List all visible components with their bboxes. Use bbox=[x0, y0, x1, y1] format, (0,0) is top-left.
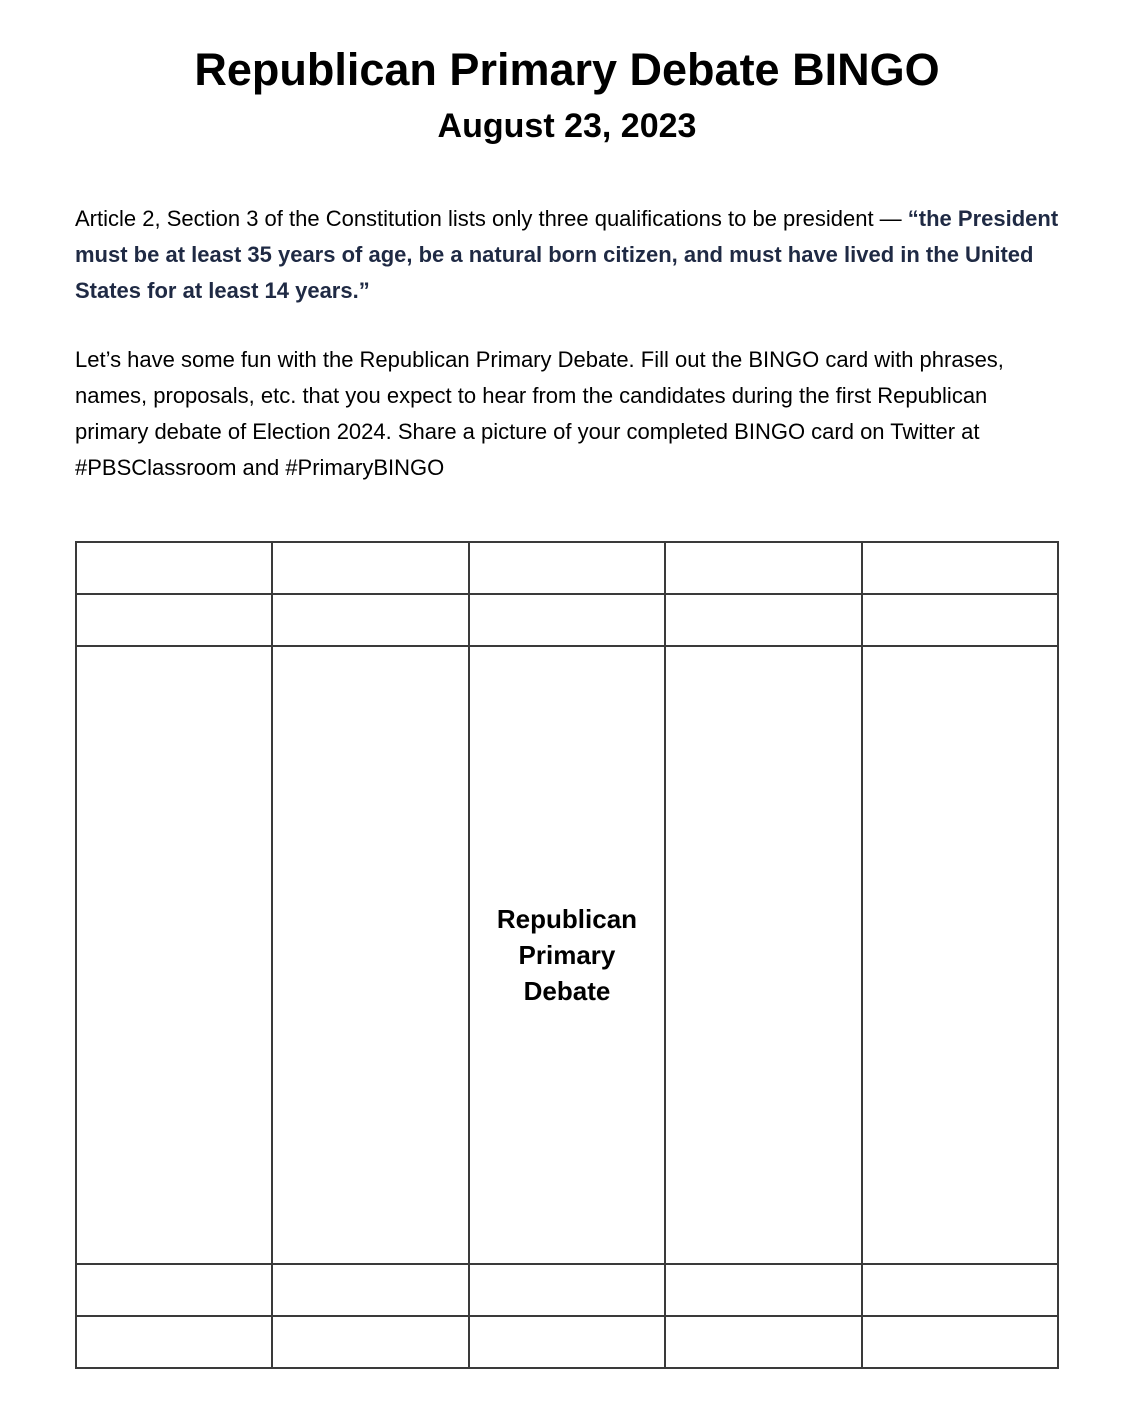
bingo-cell bbox=[469, 1264, 665, 1316]
bingo-cell bbox=[76, 1316, 272, 1368]
bingo-card bbox=[75, 541, 1059, 1369]
bingo-cell bbox=[665, 542, 861, 594]
bingo-row bbox=[76, 1316, 1058, 1368]
bingo-cell bbox=[272, 542, 468, 594]
constitution-quote-text: “the President must be at least 35 years of age, be a natural born citizen, and must have lived in the United States for at least 14 years.” bbox=[75, 205, 1059, 303]
constitution-paragraph bbox=[75, 201, 1059, 309]
bingo-cell bbox=[469, 542, 665, 594]
bingo-free-space-cell bbox=[469, 646, 665, 1264]
bingo-cell bbox=[862, 594, 1058, 646]
bingo-cell bbox=[862, 646, 1058, 1264]
bingo-cell bbox=[272, 646, 468, 1264]
bingo-cell bbox=[76, 1264, 272, 1316]
bingo-cell bbox=[665, 1264, 861, 1316]
instructions-paragraph: Let’s have some fun with the Republican Primary Debate. Fill out the BINGO card with phrases, names, proposals, etc. that you expect to hear from the candidates during the first Republican primary debate of Election 2024. Share a picture of your completed BINGO card on Twitter at #PBSClassroom and #PrimaryBINGO bbox=[75, 346, 1004, 481]
bingo-cell bbox=[76, 542, 272, 594]
bingo-row bbox=[76, 646, 1058, 1264]
bingo-cell bbox=[76, 594, 272, 646]
bingo-row bbox=[76, 594, 1058, 646]
page-subtitle-date: August 23, 2023 bbox=[437, 106, 697, 145]
bingo-cell bbox=[272, 1316, 468, 1368]
bingo-cell bbox=[665, 594, 861, 646]
bingo-cell bbox=[665, 1316, 861, 1368]
free-space-line: Primary bbox=[518, 939, 616, 970]
bingo-cell bbox=[272, 594, 468, 646]
constitution-intro-text: Article 2, Section 3 of the Constitution lists only three qualifications to be president — bbox=[75, 205, 908, 231]
bingo-cell bbox=[76, 646, 272, 1264]
bingo-cell bbox=[862, 1264, 1058, 1316]
bingo-cell bbox=[469, 1316, 665, 1368]
bingo-cell bbox=[862, 1316, 1058, 1368]
free-space-line: Debate bbox=[523, 976, 611, 1007]
free-space-line: Republican bbox=[496, 903, 638, 934]
bingo-row bbox=[76, 1264, 1058, 1316]
bingo-cell bbox=[469, 594, 665, 646]
bingo-cell bbox=[862, 542, 1058, 594]
page-title: Republican Primary Debate BINGO bbox=[194, 44, 940, 95]
bingo-cell bbox=[272, 1264, 468, 1316]
bingo-cell bbox=[665, 646, 861, 1264]
bingo-row bbox=[76, 542, 1058, 594]
